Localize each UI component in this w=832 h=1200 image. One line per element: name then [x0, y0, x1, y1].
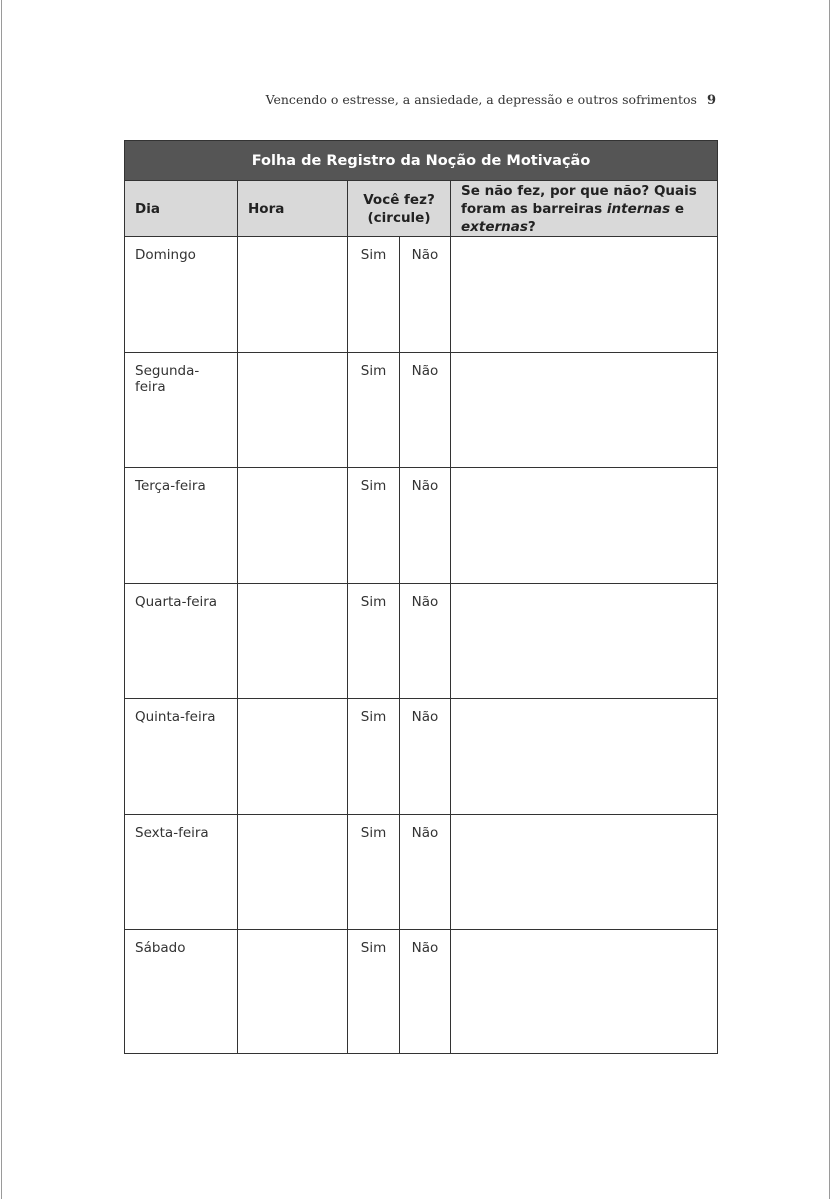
day-cell: Domingo [125, 237, 238, 353]
nao-option[interactable]: Não [400, 930, 451, 1054]
barreiras-externas: externas [461, 218, 528, 235]
table-row [125, 930, 718, 1054]
nao-option[interactable]: Não [400, 699, 451, 815]
barreiras-cell[interactable] [451, 699, 718, 815]
barreiras-cell[interactable] [451, 583, 718, 699]
day-cell: Sábado [125, 930, 238, 1054]
table-body [125, 237, 718, 1054]
voce-fez-line1: Você fez? [363, 191, 435, 208]
hora-cell[interactable] [238, 583, 348, 699]
sim-option[interactable]: Sim [348, 583, 400, 699]
motivation-record-table [124, 140, 718, 1054]
voce-fez-line2: (circule) [367, 209, 431, 226]
barreiras-cell[interactable] [451, 352, 718, 468]
day-cell: Quarta-feira [125, 583, 238, 699]
hora-cell[interactable] [238, 237, 348, 353]
hora-cell[interactable] [238, 814, 348, 930]
day-cell: Quinta-feira [125, 699, 238, 815]
day-cell: Sexta-feira [125, 814, 238, 930]
nao-option[interactable]: Não [400, 237, 451, 353]
column-header-dia: Dia [125, 181, 238, 237]
nao-option[interactable]: Não [400, 814, 451, 930]
table-row [125, 699, 718, 815]
hora-cell[interactable] [238, 468, 348, 584]
hora-cell[interactable] [238, 352, 348, 468]
table-row [125, 814, 718, 930]
table-title: Folha de Registro da Noção de Motivação [125, 141, 718, 181]
table-header-row [125, 181, 718, 237]
barreiras-cell[interactable] [451, 237, 718, 353]
day-cell: Terça-feira [125, 468, 238, 584]
nao-option[interactable]: Não [400, 583, 451, 699]
barreiras-end: ? [527, 218, 536, 235]
barreiras-cell[interactable] [451, 468, 718, 584]
barreiras-internas: internas [606, 200, 671, 217]
barreiras-text: Se não fez, por que não? Quais foram as barreiras [461, 182, 697, 217]
sim-option[interactable]: Sim [348, 930, 400, 1054]
barreiras-e: e [670, 200, 685, 217]
nao-option[interactable]: Não [400, 468, 451, 584]
barreiras-cell[interactable] [451, 814, 718, 930]
table-title-row [125, 141, 718, 181]
hora-cell[interactable] [238, 699, 348, 815]
sim-option[interactable]: Sim [348, 352, 400, 468]
table-row [125, 237, 718, 353]
sim-option[interactable]: Sim [348, 814, 400, 930]
table-row [125, 468, 718, 584]
table-row [125, 583, 718, 699]
sim-option[interactable]: Sim [348, 468, 400, 584]
nao-option[interactable]: Não [400, 352, 451, 468]
sim-option[interactable]: Sim [348, 237, 400, 353]
column-header-hora: Hora [238, 181, 348, 237]
table-row [125, 352, 718, 468]
running-header-text: Vencendo o estresse, a ansiedade, a depressão e outros sofrimentos [265, 92, 697, 107]
sim-option[interactable]: Sim [348, 699, 400, 815]
column-header-barreiras [451, 181, 718, 237]
column-header-voce-fez [348, 181, 451, 237]
hora-cell[interactable] [238, 930, 348, 1054]
barreiras-cell[interactable] [451, 930, 718, 1054]
running-header [266, 92, 716, 108]
day-cell: Segunda-feira [125, 352, 238, 468]
page-number: 9 [706, 93, 716, 108]
